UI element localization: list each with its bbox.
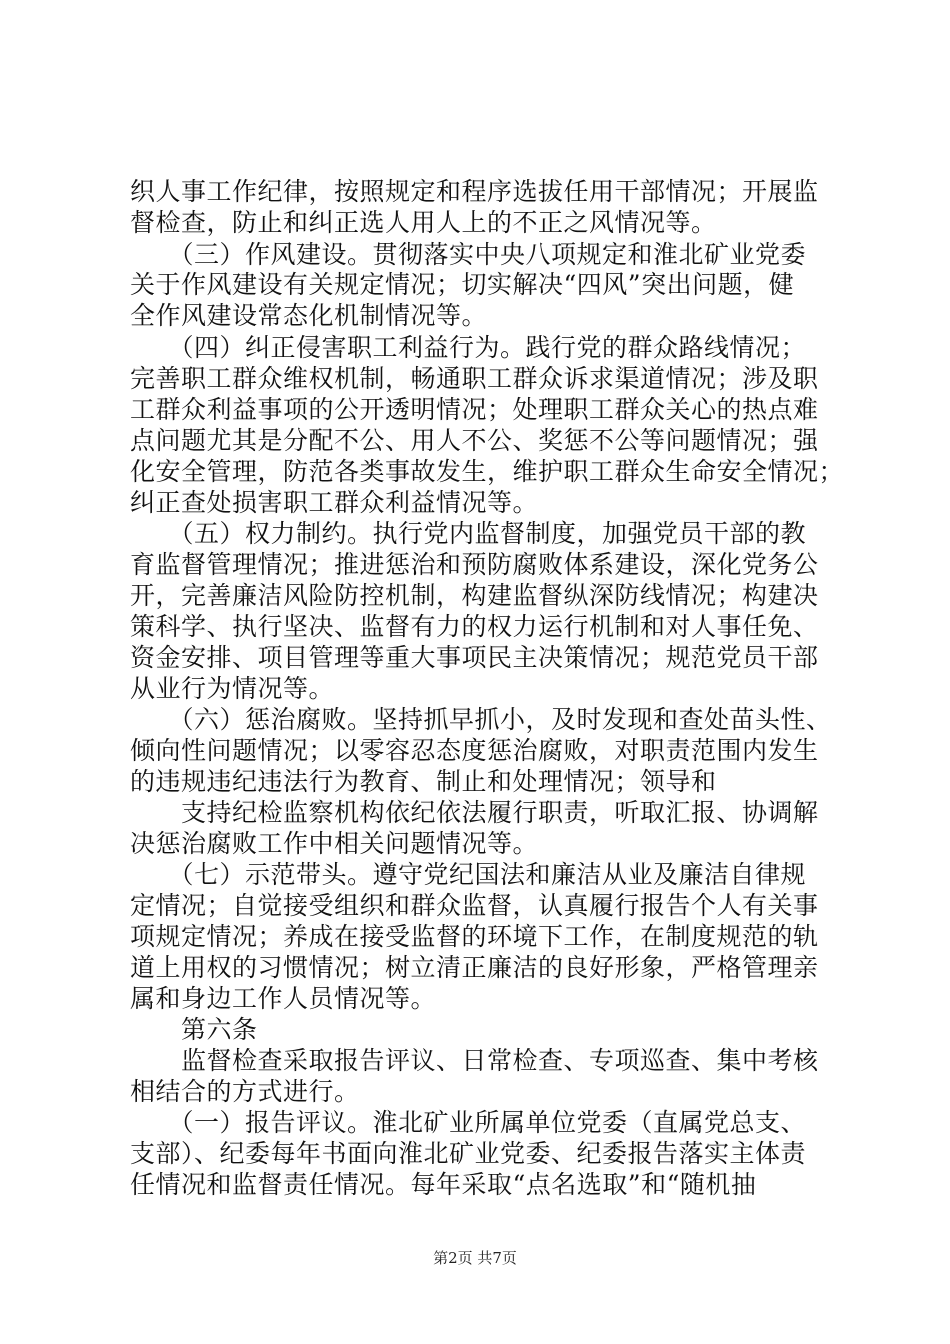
text-line: （七）示范带头。遵守党纪国法和廉洁从业及廉洁自律规 <box>130 860 807 889</box>
text-line: 点问题尤其是分配不公、用人不公、奖惩不公等问题情况；强 <box>130 426 819 455</box>
text-line: 织人事工作纪律，按照规定和程序选拔任用干部情况；开展监 <box>130 177 819 206</box>
text-line: 育监督管理情况；推进惩治和预防腐败体系建设，深化党务公 <box>130 550 819 579</box>
text-line: 决惩治腐败工作中相关问题情况等。 <box>130 829 539 858</box>
text-line: （六）惩治腐败。坚持抓早抓小，及时发现和查处苗头性、 <box>130 705 832 734</box>
text-line: 监督检查采取报告评议、日常检查、专项巡查、集中考核 <box>130 1046 819 1075</box>
article-heading: 第六条 <box>130 1015 258 1044</box>
text-line: （五）权力制约。执行党内监督制度，加强党员干部的教 <box>130 519 807 548</box>
text-line: 资金安排、项目管理等重大事项民主决策情况；规范党员干部 <box>130 643 819 672</box>
page-number: 第2页 共7页 <box>433 1249 517 1267</box>
text-line: 倾向性问题情况；以零容忍态度惩治腐败，对职责范围内发生 <box>130 736 819 765</box>
text-line: 化安全管理，防范各类事故发生，维护职工群众生命安全情况； <box>130 457 845 486</box>
text-line: 全作风建设常态化机制情况等。 <box>130 301 488 330</box>
text-line: 支部）、纪委每年书面向淮北矿业党委、纪委报告落实主体责 <box>130 1139 807 1168</box>
text-line: 工群众利益事项的公开透明情况；处理职工群众关心的热点难 <box>130 395 819 424</box>
text-line: 策科学、执行坚决、监督有力的权力运行机制和对人事任免、 <box>130 612 819 641</box>
text-line: 相结合的方式进行。 <box>130 1077 360 1106</box>
text-line: 任情况和监督责任情况。每年采取“点名选取”和“随机抽 <box>130 1170 757 1199</box>
text-line: 道上用权的习惯情况；树立清正廉洁的良好形象，严格管理亲 <box>130 953 819 982</box>
text-line: 开，完善廉洁风险防控机制，构建监督纵深防线情况；构建决 <box>130 581 819 610</box>
text-line: 完善职工群众维权机制，畅通职工群众诉求渠道情况；涉及职 <box>130 364 819 393</box>
text-line: （四）纠正侵害职工利益行为。践行党的群众路线情况； <box>130 333 807 362</box>
text-line: 属和身边工作人员情况等。 <box>130 984 437 1013</box>
text-line: 项规定情况；养成在接受监督的环境下工作，在制度规范的轨 <box>130 922 819 951</box>
text-line: 定情况；自觉接受组织和群众监督，认真履行报告个人有关事 <box>130 891 819 920</box>
text-line: 纠正查处损害职工群众利益情况等。 <box>130 488 539 517</box>
text-line: （一）报告评议。淮北矿业所属单位党委（直属党总支、 <box>130 1108 807 1137</box>
text-line: 督检查，防止和纠正选人用人上的不正之风情况等。 <box>130 208 717 237</box>
text-line: （三）作风建设。贯彻落实中央八项规定和淮北矿业党委 <box>130 240 807 269</box>
text-line: 关于作风建设有关规定情况；切实解决“四风”突出问题，健 <box>130 270 795 299</box>
text-line: 从业行为情况等。 <box>130 674 335 703</box>
text-line: 支持纪检监察机构依纪依法履行职责，听取汇报、协调解 <box>130 798 819 827</box>
text-line: 的违规违纪违法行为教育、制止和处理情况；领导和 <box>130 767 717 796</box>
